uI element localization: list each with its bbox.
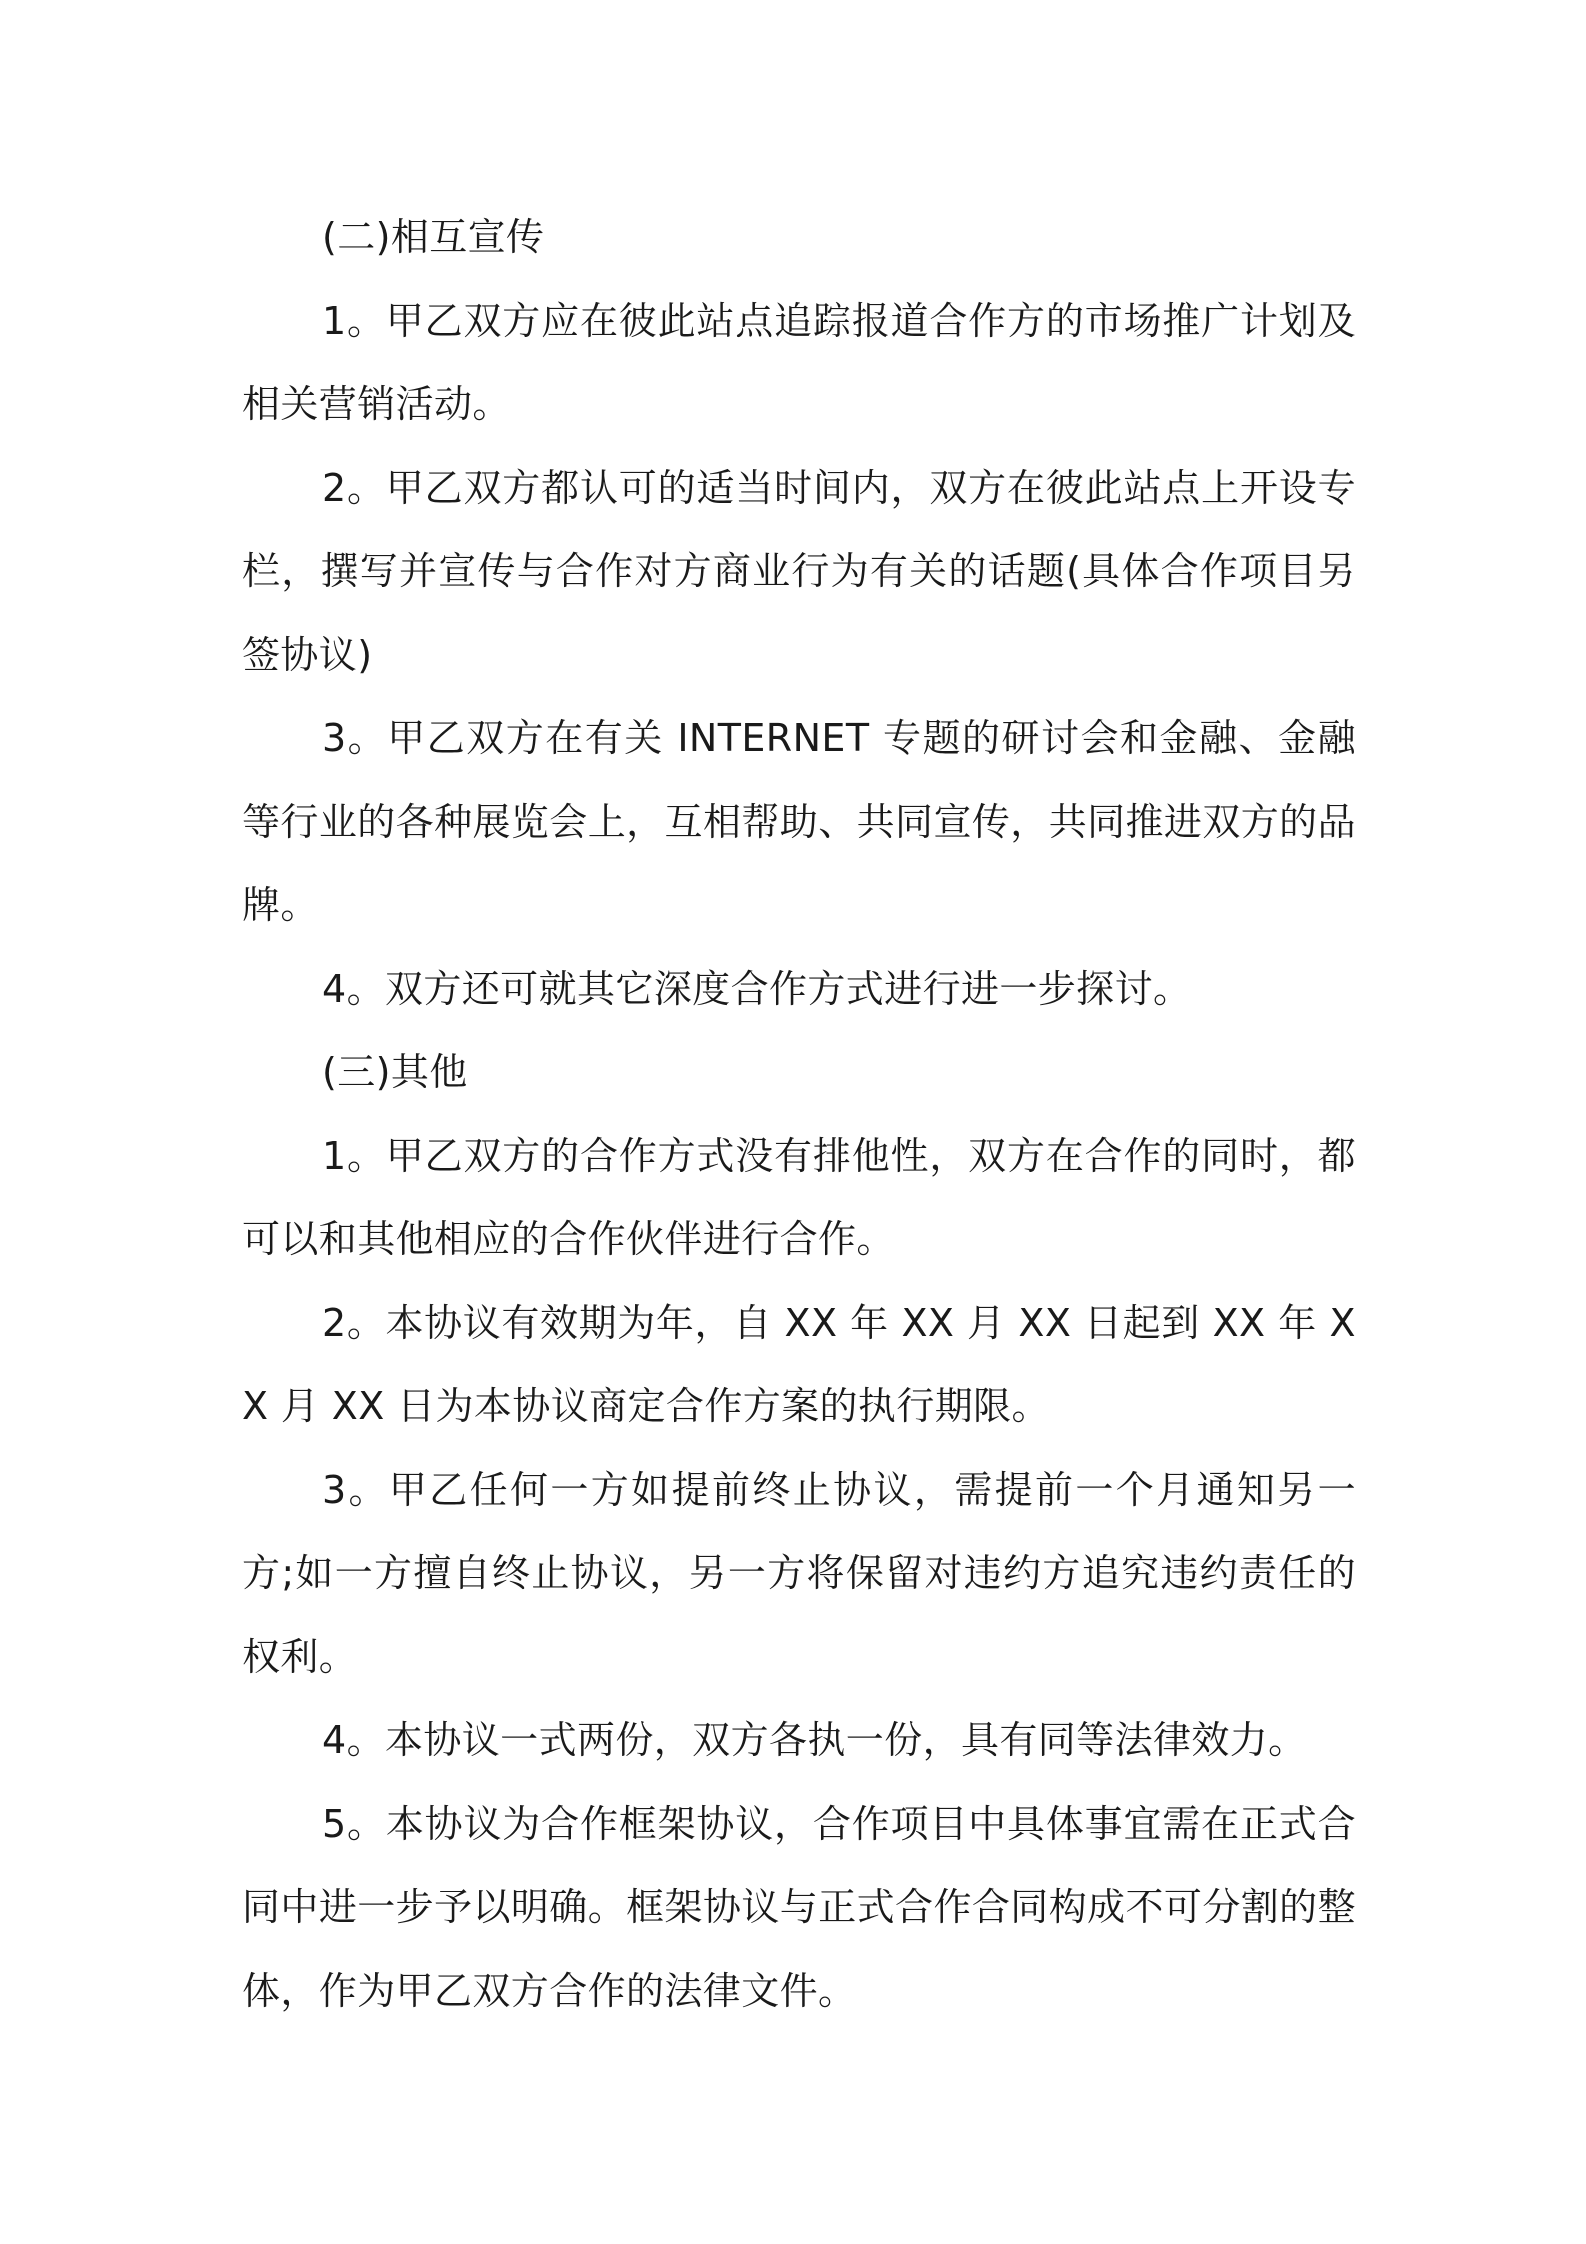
clause-3-3: 3。甲乙任何一方如提前终止协议，需提前一个月通知另一方;如一方擅自终止协议，另一方将保留对违约方追究违约责任的权利。 [242,1467,1356,1679]
section-heading-other: (三)其他 [322,1050,468,1094]
clause-3-2: 2。本协议有效期为年，自 XX 年 XX 月 XX 日起到 XX 年 XX 月 XX 日为本协议商定合作方案的执行期限。 [242,1300,1356,1428]
clause-3-1: 1。甲乙双方的合作方式没有排他性，双方在合作的同时，都可以和其他相应的合作伙伴进行合作。 [242,1133,1356,1261]
clause-3-4: 4。本协议一式两份，双方各执一份，具有同等法律效力。 [322,1718,1307,1762]
clause-2-2: 2。甲乙双方都认可的适当时间内，双方在彼此站点上开设专栏，撰写并宣传与合作对方商业行为有关的话题(具体合作项目另签协议) [242,465,1356,677]
section-heading-mutual-promotion: (二)相互宣传 [322,215,545,259]
clause-3-5: 5。本协议为合作框架协议，合作项目中具体事宜需在正式合同中进一步予以明确。框架协议与正式合作合同构成不可分割的整体，作为甲乙双方合作的法律文件。 [242,1801,1356,2013]
document-body [242,196,1356,2033]
clause-2-1: 1。甲乙双方应在彼此站点追踪报道合作方的市场推广计划及相关营销活动。 [242,298,1356,426]
clause-2-3: 3。甲乙双方在有关 INTERNET 专题的研讨会和金融、金融等行业的各种展览会上，互相帮助、共同宣传，共同推进双方的品牌。 [242,716,1356,927]
clause-2-4: 4。双方还可就其它深度合作方式进行进一步探讨。 [322,966,1192,1011]
